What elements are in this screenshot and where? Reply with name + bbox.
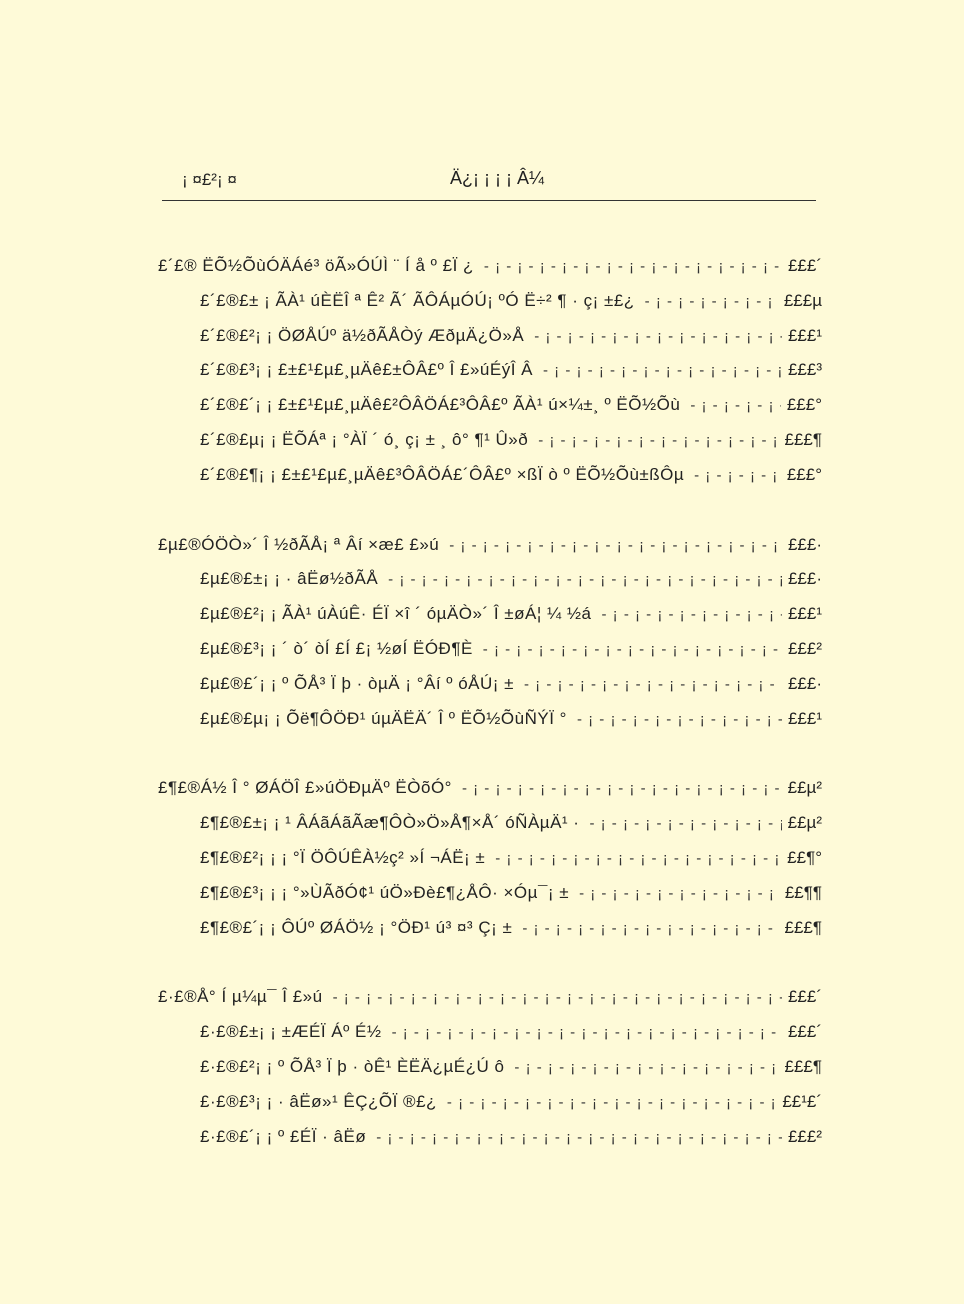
toc-entry-title: £¶£®Á½ Î ° ØÁÖÎ £»úÖÐµÄº ËÒõÓ° xyxy=(158,778,452,797)
toc-dot-leader xyxy=(392,1024,782,1041)
toc-section-row xyxy=(200,813,822,841)
toc-entry-title: £·£®£±¡ ¡ ±ÆÉÏ Áº É½ xyxy=(200,1022,382,1041)
toc-section-row xyxy=(200,709,822,737)
toc-section-row xyxy=(200,604,822,632)
header-title: Ä¿¡ ¡ ¡ ¡ Â¼ xyxy=(450,168,544,188)
toc-section-row xyxy=(200,360,822,388)
toc-entry-title: £µ£®£²¡ ¡ ÃÀ¹ úÀúÊ· ÉÏ ×î ´ óµÄÒ»´ Î ±øÁ¦ ¼ ½á xyxy=(200,604,592,623)
toc-entry-title: £´£®£± ¡ ÃÀ¹ úÈËÎ ª Ê² Ã´ ÃÔÁµÓÚ¡ ºÓ Ë÷² ¶ · ç¡ ±£¿ xyxy=(200,291,635,310)
toc-entry-title: £¶£®£³¡ ¡ ¡ °»ÙÃðÓ¢¹ úÖ»Ðè£¶¿ÅÔ· ×Óµ¯¡ ± xyxy=(200,883,570,902)
toc-entry-page: ££µ² xyxy=(787,778,822,797)
toc-entry-page: £££´ xyxy=(787,987,822,1006)
toc-entry-page: £££· xyxy=(787,569,822,588)
toc-entry-title: £·£®£´¡ ¡ º £ÉÏ · âËø xyxy=(200,1127,367,1146)
toc-entry-title: £·£®£³¡ ¡ · âËø»¹ ÊÇ¿ÕÏ ®£¿ xyxy=(200,1092,437,1111)
toc-entry-title: £·£®£²¡ ¡ º ÕÅ³ Ï þ · òÊ¹ ÈËÄ¿µÉ¿Ú ô xyxy=(200,1057,505,1076)
toc-entry-page: £££¶ xyxy=(784,430,822,449)
toc-dot-leader xyxy=(645,293,778,310)
toc-dot-leader xyxy=(388,571,782,588)
toc-dot-leader xyxy=(333,989,782,1006)
toc-dot-leader xyxy=(589,815,781,832)
toc-chapter-row xyxy=(158,256,822,284)
toc-entry-page: £££¹ xyxy=(787,326,822,345)
toc-dot-leader xyxy=(449,537,782,554)
toc-dot-leader xyxy=(376,1129,782,1146)
toc-dot-leader xyxy=(483,641,782,658)
toc-dot-leader xyxy=(514,1059,778,1076)
toc-entry-page: £££² xyxy=(787,1127,822,1146)
toc-entry-page: £££° xyxy=(786,465,822,484)
toc-entry-title: £µ£®£±¡ ¡ · âËø½ðÃÅ xyxy=(200,569,379,588)
toc-section-row xyxy=(200,1127,822,1155)
toc-entry-page: £££³ xyxy=(787,360,822,379)
header-page-label: ¡ ¤£²¡ ¤ xyxy=(182,170,237,189)
toc-dot-leader xyxy=(447,1094,776,1111)
toc-entry-title: £µ£®ÓÖÒ»´ Î ½ðÃÅ¡ ª Âí ×æ£ £»ú xyxy=(158,535,440,554)
toc-section-row xyxy=(200,291,822,319)
toc-entry-page: ££¶° xyxy=(787,848,822,867)
toc-entry-title: £´£® ËÕ½ÕùÓÄÁé³ öÃ»ÓÚÌ ¨ Í å º £Ï ¿ xyxy=(158,256,474,275)
toc-entry-page: £££° xyxy=(786,395,822,414)
toc-section-row xyxy=(200,848,822,876)
toc-entry-title: £´£®£µ¡ ¡ ËÕÁª ¡ °ÀÏ ´ ó¸ ç¡ ± ¸ ô° ¶¹ Û»ð xyxy=(200,430,529,449)
toc-dot-leader xyxy=(524,676,782,693)
toc-section-row xyxy=(200,883,822,911)
toc-dot-leader xyxy=(522,920,778,937)
toc-chapter-row xyxy=(158,778,822,806)
toc-entry-page: £££´ xyxy=(787,256,822,275)
toc-section-row xyxy=(200,395,822,423)
toc-dot-leader xyxy=(690,397,781,414)
toc-dot-leader xyxy=(538,432,778,449)
toc-entry-title: £´£®£³¡ ¡ £±£¹£µ£¸µÄê£±ÔÂ£º Î £»úÉýÎ Â xyxy=(200,360,534,379)
toc-entry-title: £¶£®£´¡ ¡ ÔÚº ØÁÖ½ ¡ °ÖÐ¹ ú³ ¤³ Ç¡ ± xyxy=(200,918,513,937)
toc-entry-page: £££´ xyxy=(787,1022,822,1041)
toc-section-row xyxy=(200,639,822,667)
toc-entry-page: £££· xyxy=(787,535,822,554)
toc-entry-page: £££¶ xyxy=(784,918,822,937)
toc-entry-page: ££¶¶ xyxy=(784,883,822,902)
toc-entry-title: £·£®Å° Í µ¼µ¯ Î £»ú xyxy=(158,987,323,1006)
toc-entry-title: £µ£®£´¡ ¡ º ÕÅ³ Ï þ · òµÄ ¡ °Âí º óÅÚ¡ ± xyxy=(200,674,514,693)
toc-dot-leader xyxy=(577,711,782,728)
toc-dot-leader xyxy=(534,328,782,345)
toc-chapter-row xyxy=(158,987,822,1015)
toc-section-row xyxy=(200,430,822,458)
toc-entry-title: £¶£®£²¡ ¡ ¡ °Ï ÖÔÚÊÀ½ç² »Í ¬ÁË¡ ± xyxy=(200,848,486,867)
toc-entry-title: £´£®£²¡ ¡ ÖØÅÚº ä½ðÃÅÒý ÆðµÄ¿Ö»Å xyxy=(200,326,525,345)
toc-entry-page: £££¹ xyxy=(787,604,822,623)
toc-section-row xyxy=(200,1022,822,1050)
toc-entry-title: £¶£®£±¡ ¡ ¹ ÂÁãÁãÃæ¶ÔÒ»Ö»Å¶×Å´ óÑÀµÄ¹ · xyxy=(200,813,580,832)
toc-entry-page: £££µ xyxy=(783,291,822,310)
toc-dot-leader xyxy=(495,850,781,867)
toc-entry-title: £µ£®£µ¡ ¡ Õë¶ÔÖÐ¹ úµÄËÄ´ Î º ËÕ½ÕùÑÝÏ ° xyxy=(200,709,567,728)
toc-section-row xyxy=(200,918,822,946)
toc-section-row xyxy=(200,674,822,702)
toc-entry-page: £££¶ xyxy=(784,1057,822,1076)
toc-section-row xyxy=(200,326,822,354)
toc-dot-leader xyxy=(579,885,779,902)
toc-entry-page: ££µ² xyxy=(787,813,822,832)
toc-dot-leader xyxy=(543,362,782,379)
toc-entry-page: £££² xyxy=(787,639,822,658)
toc-entry-title: £´£®£´¡ ¡ £±£¹£µ£¸µÄê£²ÔÂÖÁ£³ÔÂ£º ÃÀ¹ ú×¼±¸ º ËÕ½Õù xyxy=(200,395,681,414)
toc-chapter-row xyxy=(158,535,822,563)
toc-entry-page: ££¹£´ xyxy=(782,1092,822,1111)
toc-section-row xyxy=(200,1057,822,1085)
toc-entry-page: £££¹ xyxy=(787,709,822,728)
toc-section-row xyxy=(200,465,822,493)
toc-entry-title: £´£®£¶¡ ¡ £±£¹£µ£¸µÄê£³ÔÂÖÁ£´ÔÂ£º ×ßÏ ò º ËÕ½Õù±ßÔµ xyxy=(200,465,685,484)
toc-section-row xyxy=(200,569,822,597)
toc-entry-title: £µ£®£³¡ ¡ ´ ò´ òÍ £Í £¡ ½øÍ ËÓÐ¶È xyxy=(200,639,473,658)
toc-dot-leader xyxy=(602,606,782,623)
toc-dot-leader xyxy=(462,780,782,797)
toc-section-row xyxy=(200,1092,822,1120)
toc-entry-page: £££· xyxy=(787,674,822,693)
toc-dot-leader xyxy=(694,467,781,484)
toc-dot-leader xyxy=(484,258,782,275)
